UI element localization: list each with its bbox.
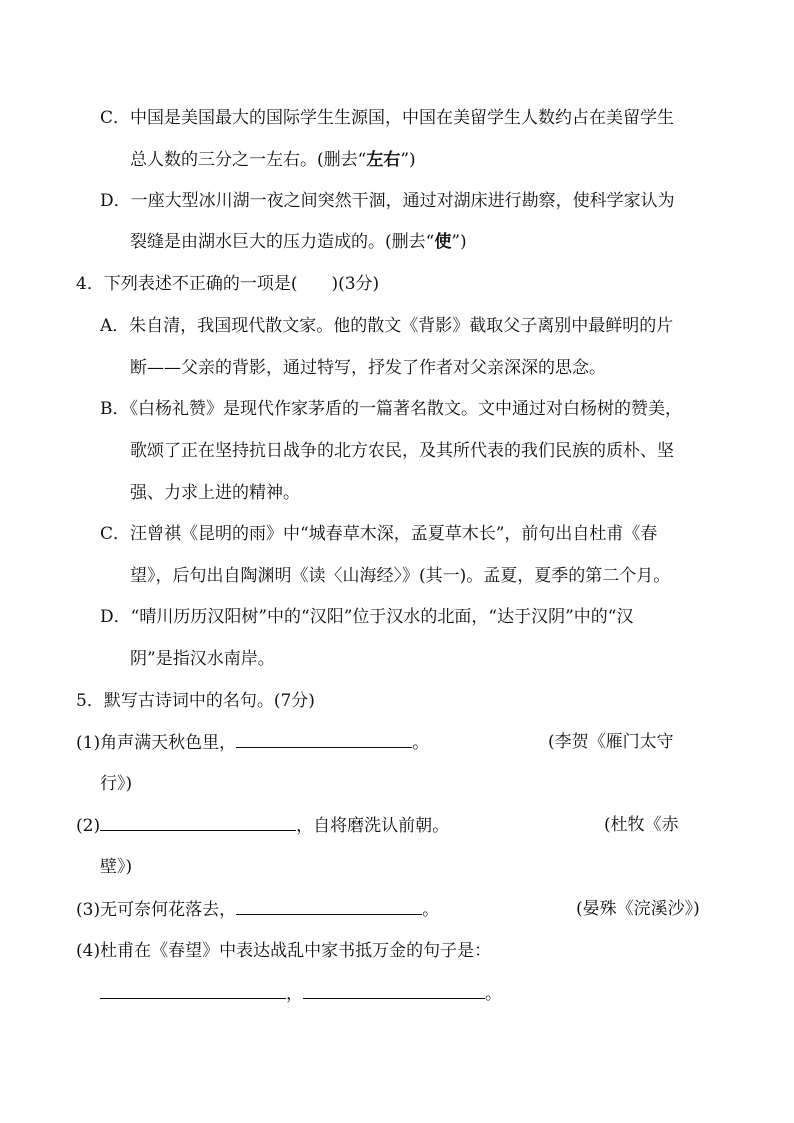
q3-option-d-label: D． — [100, 191, 131, 211]
q5-item1-blank[interactable] — [236, 731, 412, 748]
q4-option-d-label: D． — [100, 607, 131, 627]
q3-option-d-line2 — [130, 231, 467, 253]
q5-item2-source: (杜牧《赤 — [604, 815, 679, 835]
q4-option-c-label: C． — [100, 524, 131, 544]
q4-option-b-line1 — [100, 398, 682, 420]
q4-option-a-label: A． — [100, 316, 130, 336]
q5-item4-prompt: (4)杜甫在《春望》中表达战乱中家书抵万金的句子是： — [76, 941, 492, 961]
q5-item1-source-cont: 行》) — [100, 774, 133, 794]
q5-item3-suffix: 。 — [422, 900, 440, 920]
q4-option-a-line2: 断——父亲的背影，通过特写，抒发了作者对父亲深深的思念。 — [130, 358, 606, 378]
q3-option-c-emph: 左右 — [366, 150, 401, 170]
q3-option-d-text: 一座大型冰川湖一夜之间突然干涸，通过对湖床进行勘察，使科学家认为 — [130, 191, 675, 211]
q4-option-b-label: B． — [100, 399, 130, 419]
q4-stem: 4．下列表述不正确的一项是( )(3分) — [76, 274, 380, 294]
q3-option-c-line1 — [100, 107, 674, 129]
q5-item2-prefix: (2) — [76, 816, 101, 836]
q5-item4-answer-line — [100, 982, 502, 1004]
q5-item2-source-cont: 壁》) — [100, 857, 133, 877]
q5-item2-suffix: ，自将磨洗认前朝。 — [296, 816, 450, 836]
q5-item2-blank[interactable] — [100, 814, 296, 831]
q3-option-d-text-2b: ”) — [451, 232, 467, 252]
q4-option-c-text: 汪曾祺《昆明的雨》中“城春草木深，孟夏草木长”，前句出自杜甫《春 — [130, 524, 658, 544]
q4-option-a-text: 朱自清，我国现代散文家。他的散文《背影》截取父子离别中最鲜明的片 — [129, 316, 674, 336]
q3-option-d-line1 — [100, 190, 675, 212]
q4-option-d-text: “晴川历历汉阳树”中的“汉阳”位于汉水的北面，“达于汉阴”中的“汉 — [130, 607, 634, 627]
q5-item3-source: (晏殊《浣溪沙》) — [576, 899, 700, 919]
q4-option-b-line2: 歌颂了正在坚持抗日战争的北方农民，及其所代表的我们民族的质朴、坚 — [130, 441, 674, 461]
q5-item1-prefix: (1)角声满天秋色里， — [76, 733, 237, 753]
q3-option-c-text-2b: ”) — [400, 150, 416, 170]
q4-option-c-line2: 望》，后句出自陶渊明《读〈山海经〉》(其一)。孟夏，夏季的第二个月。 — [130, 566, 671, 586]
q4-option-b-text: 《白杨礼赞》是现代作家茅盾的一篇著名散文。文中通过对白杨树的赞美， — [129, 399, 682, 419]
q5-item1-suffix: 。 — [412, 733, 430, 753]
q5-item3-prefix: (3)无可奈何花落去， — [76, 900, 237, 920]
q5-item1-source: (李贺《雁门太守 — [548, 732, 674, 752]
q4-option-b-line3: 强、力求上进的精神。 — [130, 483, 300, 503]
q4-option-d-line1 — [100, 606, 633, 628]
q5-item4-comma: ， — [286, 984, 303, 1004]
q4-option-a-line1 — [100, 315, 673, 337]
q3-option-c-text: 中国是美国最大的国际学生生源国，中国在美留学生人数约占在美留学生 — [130, 108, 675, 128]
q3-option-d-text-2a: 裂缝是由湖水巨大的压力造成的。(删去“ — [130, 232, 435, 252]
q5-item1 — [76, 731, 429, 753]
q5-item3 — [76, 898, 439, 920]
q5-item2 — [76, 814, 449, 836]
q5-stem: 5．默写古诗词中的名句。(7分) — [76, 691, 315, 711]
q3-option-c-label: C． — [100, 108, 131, 128]
q3-option-c-text-2a: 总人数的三分之一左右。(删去“ — [130, 150, 367, 170]
q4-option-d-line2: 阴”是指汉水南岸。 — [130, 649, 275, 669]
q4-option-c-line1 — [100, 523, 657, 545]
q3-option-d-emph: 使 — [434, 232, 452, 252]
q3-option-c-line2 — [130, 149, 416, 171]
q5-item4-period: 。 — [485, 984, 502, 1004]
q5-item4-blank-1[interactable] — [100, 982, 286, 999]
q5-item4-blank-2[interactable] — [303, 982, 485, 999]
q5-item3-blank[interactable] — [236, 898, 422, 915]
